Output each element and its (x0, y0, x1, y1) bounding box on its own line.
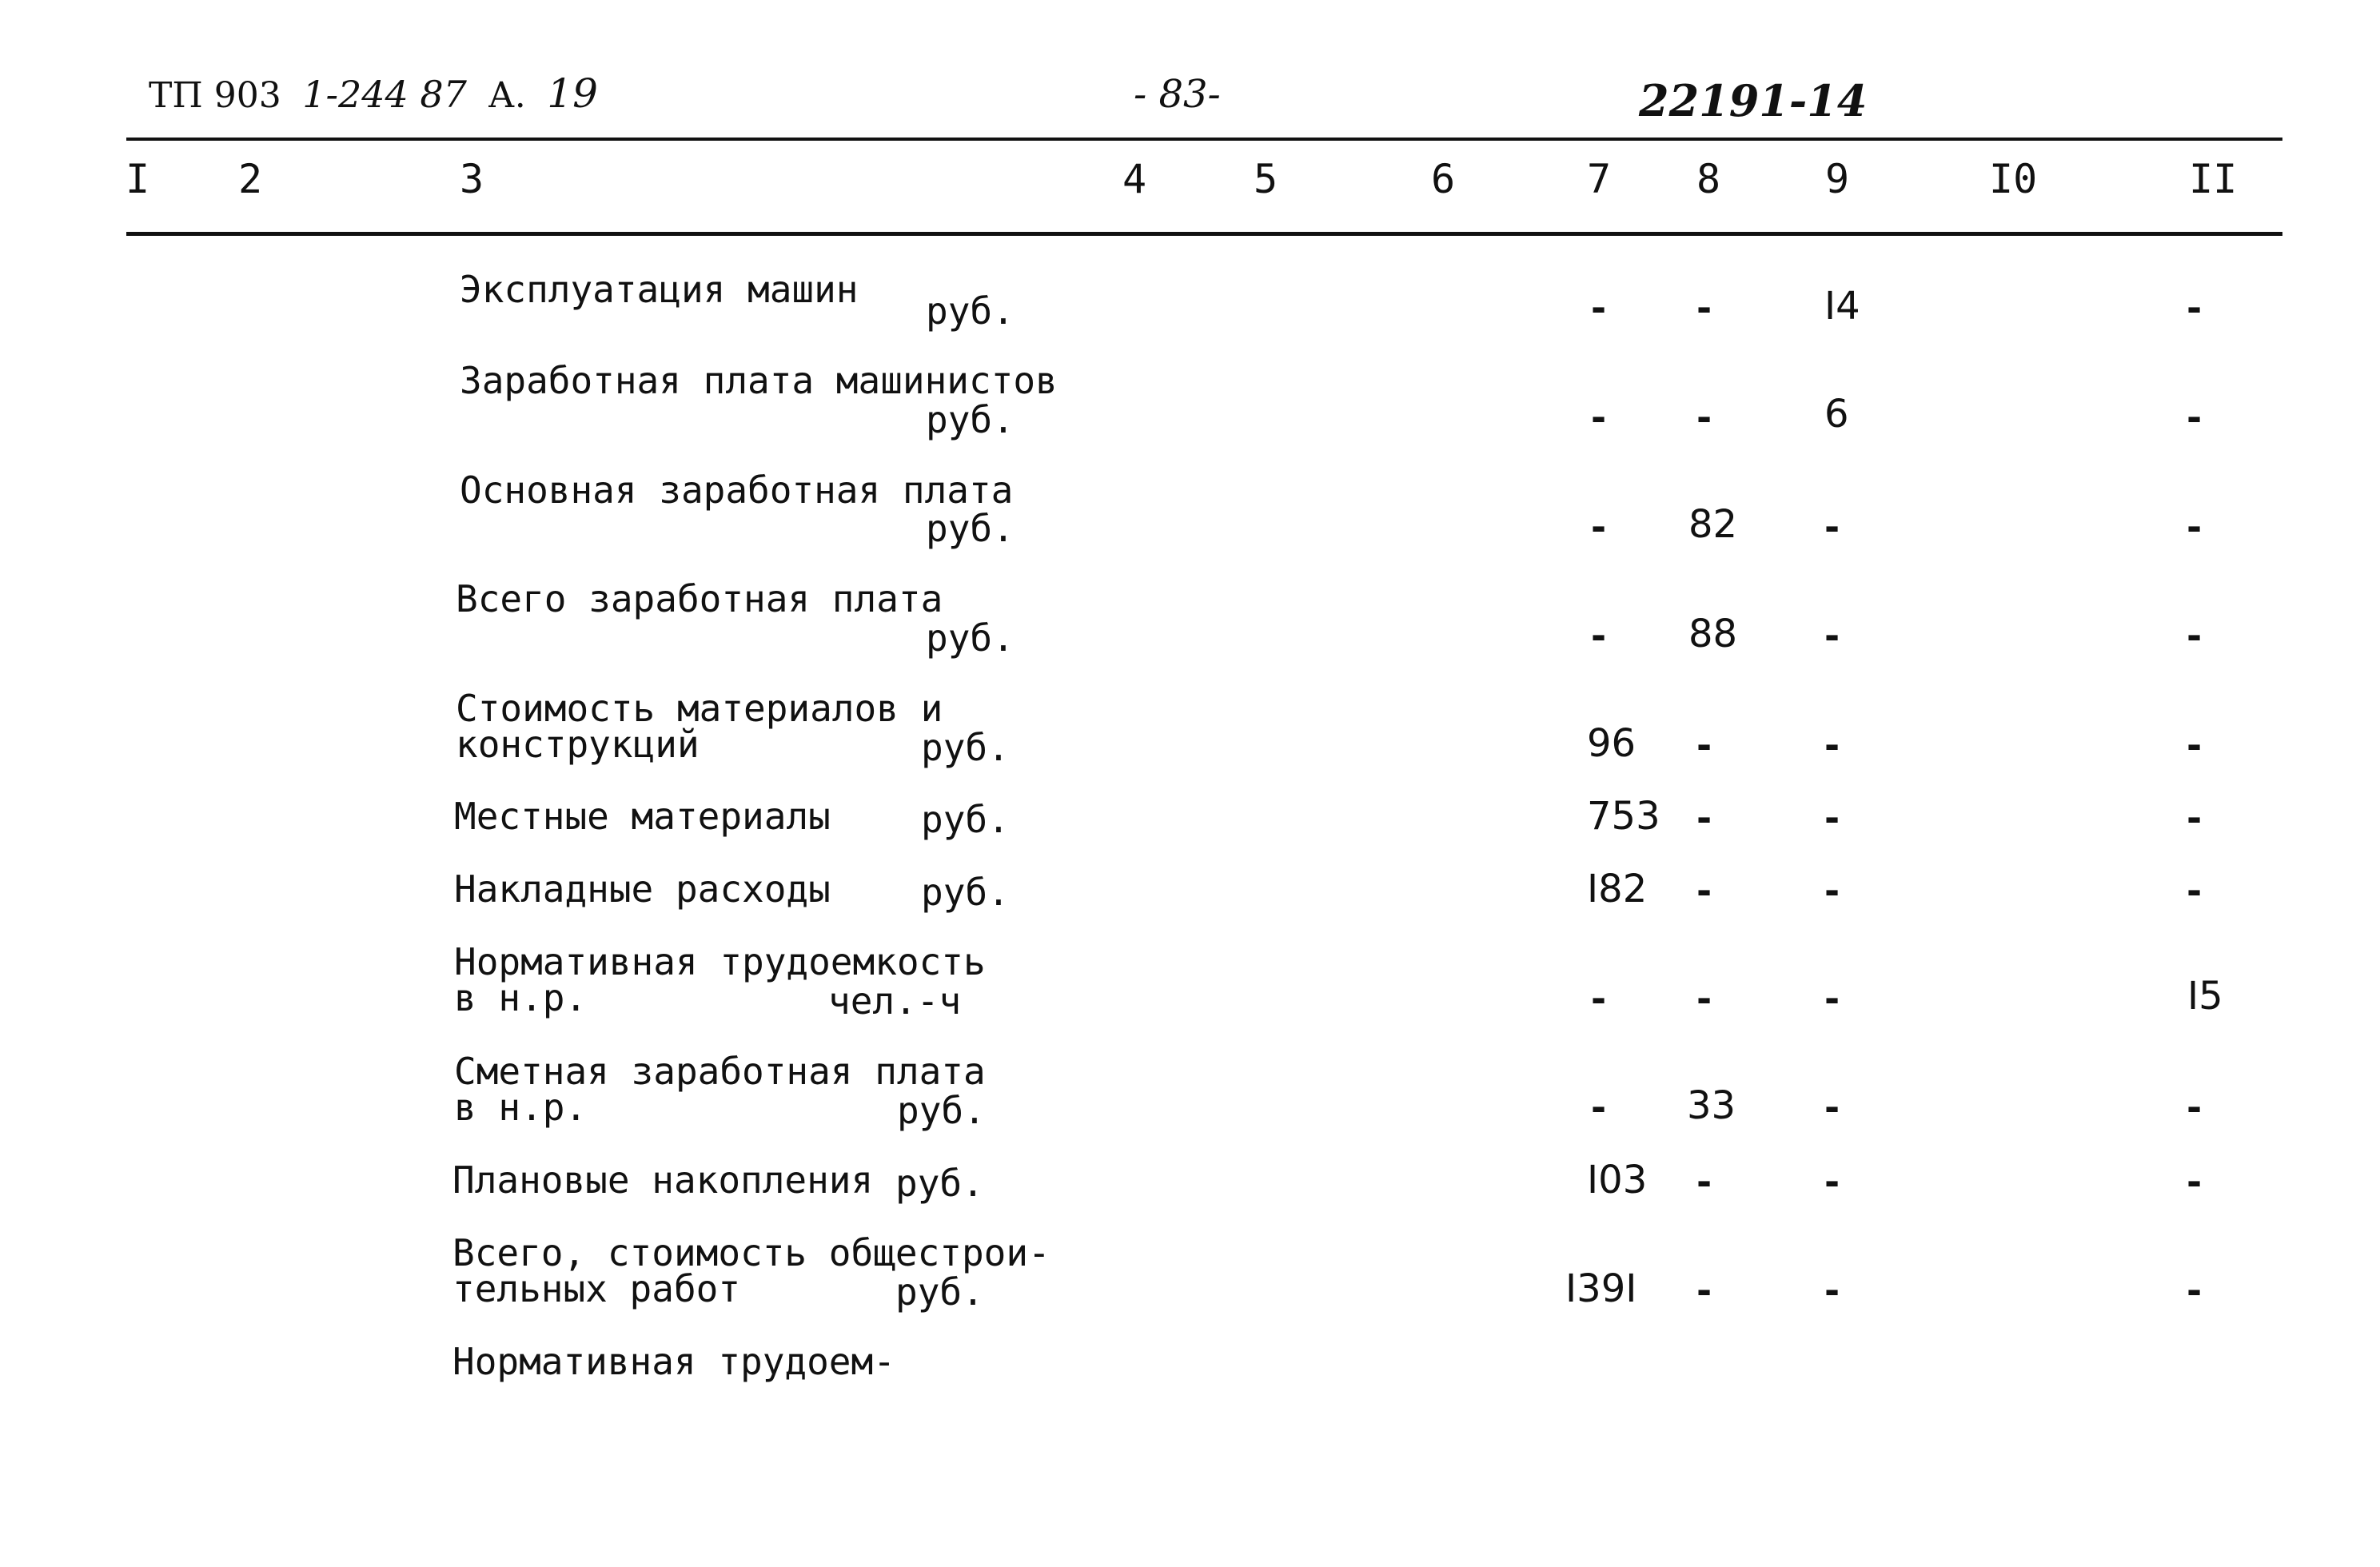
row-label-continued: в н.р. (454, 976, 588, 1019)
row-unit: руб. (895, 1270, 984, 1314)
table-top-rule (126, 138, 2282, 141)
row-label: Нормативная трудоемкость (454, 940, 986, 983)
cell-col11: - (2187, 1086, 2203, 1129)
row-label: Всего, стоимость общестрои- (452, 1231, 1050, 1274)
column-header-2: 2 (238, 156, 263, 202)
row-unit: руб. (897, 1089, 986, 1132)
cell-col8: - (1696, 396, 1712, 439)
column-header-9: 9 (1825, 156, 1850, 202)
row-label: Эксплуатация машин (460, 268, 859, 311)
cell-col7: - (1591, 396, 1607, 439)
cell-col9: - (1824, 505, 1840, 548)
column-header-4: 4 (1122, 156, 1147, 202)
cell-col7: 753 (1587, 794, 1660, 839)
row-unit: руб. (926, 507, 1015, 550)
cell-col7: I39I (1565, 1266, 1637, 1311)
row-unit: руб. (926, 289, 1015, 333)
album-handwritten: 19 (547, 70, 598, 117)
column-header-1: I (126, 156, 150, 202)
cell-col7: - (1591, 286, 1607, 329)
row-label: Нормативная трудоем- (452, 1340, 895, 1383)
cell-col9: - (1824, 977, 1840, 1020)
cell-col7: - (1591, 505, 1607, 548)
cell-col8: 82 (1688, 502, 1738, 547)
cell-col9: - (1824, 1160, 1840, 1203)
row-label: Сметная заработная плата (454, 1050, 986, 1093)
row-unit: руб. (921, 726, 1010, 769)
cell-col9: - (1824, 796, 1840, 839)
row-unit: руб. (921, 798, 1010, 841)
column-header-7: 7 (1587, 156, 1612, 202)
table-header-rule (126, 232, 2282, 236)
cell-col9: - (1824, 724, 1840, 767)
column-header-5: 5 (1254, 156, 1278, 202)
row-label: Стоимость материалов и (456, 687, 943, 730)
cell-col11: - (2187, 286, 2203, 329)
page-number: - 83- (1134, 72, 1221, 117)
row-label: Местные материалы (454, 795, 831, 838)
document-code (149, 70, 598, 117)
cell-col11: - (2187, 869, 2203, 912)
cell-col9: - (1824, 614, 1840, 657)
column-header-6: 6 (1431, 156, 1456, 202)
cell-col11: - (2187, 1269, 2203, 1312)
row-label: Основная заработная плата (460, 469, 1014, 512)
column-header-11: II (2189, 156, 2238, 202)
row-unit: руб. (895, 1162, 984, 1205)
row-unit: руб. (921, 871, 1010, 914)
cell-col9: 6 (1824, 392, 1849, 437)
cell-col8: - (1696, 1269, 1712, 1312)
cell-col9: - (1824, 869, 1840, 912)
cell-col7: I03 (1587, 1158, 1648, 1202)
row-label: Заработная плата машинистов (460, 359, 1058, 402)
cell-col8: - (1696, 724, 1712, 767)
cell-col11: I5 (2187, 974, 2223, 1019)
column-header-8: 8 (1696, 156, 1721, 202)
row-unit: чел.-ч (828, 979, 962, 1023)
inventory-number: 22191-14 (1639, 75, 1868, 126)
doc-code-handwritten: 1-244 87 (302, 73, 467, 116)
row-label: Всего заработная плата (456, 577, 943, 620)
cell-col8: - (1696, 1160, 1712, 1203)
column-header-10: I0 (1989, 156, 2038, 202)
cell-col11: - (2187, 724, 2203, 767)
cell-col7: I82 (1587, 867, 1648, 911)
cell-col11: - (2187, 1160, 2203, 1203)
cell-col11: - (2187, 505, 2203, 548)
row-label-continued: в н.р. (454, 1086, 588, 1129)
cell-col8: 88 (1688, 612, 1738, 656)
cell-col11: - (2187, 614, 2203, 657)
cell-col7: 96 (1587, 721, 1636, 766)
cell-col8: - (1696, 977, 1712, 1020)
row-unit: руб. (926, 398, 1015, 441)
cell-col8: - (1696, 869, 1712, 912)
album-typed: А. (488, 75, 526, 116)
cell-col11: - (2187, 796, 2203, 839)
cell-col7: - (1591, 614, 1607, 657)
row-label-continued: конструкций (456, 723, 700, 766)
row-label: Накладные расходы (454, 867, 831, 911)
cell-col7: - (1591, 977, 1607, 1020)
cell-col11: - (2187, 396, 2203, 439)
row-label-continued: тельных работ (452, 1267, 741, 1310)
cell-col9: I4 (1824, 284, 1860, 329)
cell-col9: - (1824, 1086, 1840, 1129)
cell-col8: - (1696, 796, 1712, 839)
row-unit: руб. (926, 616, 1015, 660)
cell-col7: - (1591, 1086, 1607, 1129)
column-header-3: 3 (460, 156, 484, 202)
cell-col8: - (1696, 286, 1712, 329)
row-label: Плановые накопления (452, 1158, 874, 1202)
cell-col8: 33 (1687, 1083, 1736, 1128)
doc-code-typed: ТП 903 (149, 75, 281, 116)
cell-col9: - (1824, 1269, 1840, 1312)
